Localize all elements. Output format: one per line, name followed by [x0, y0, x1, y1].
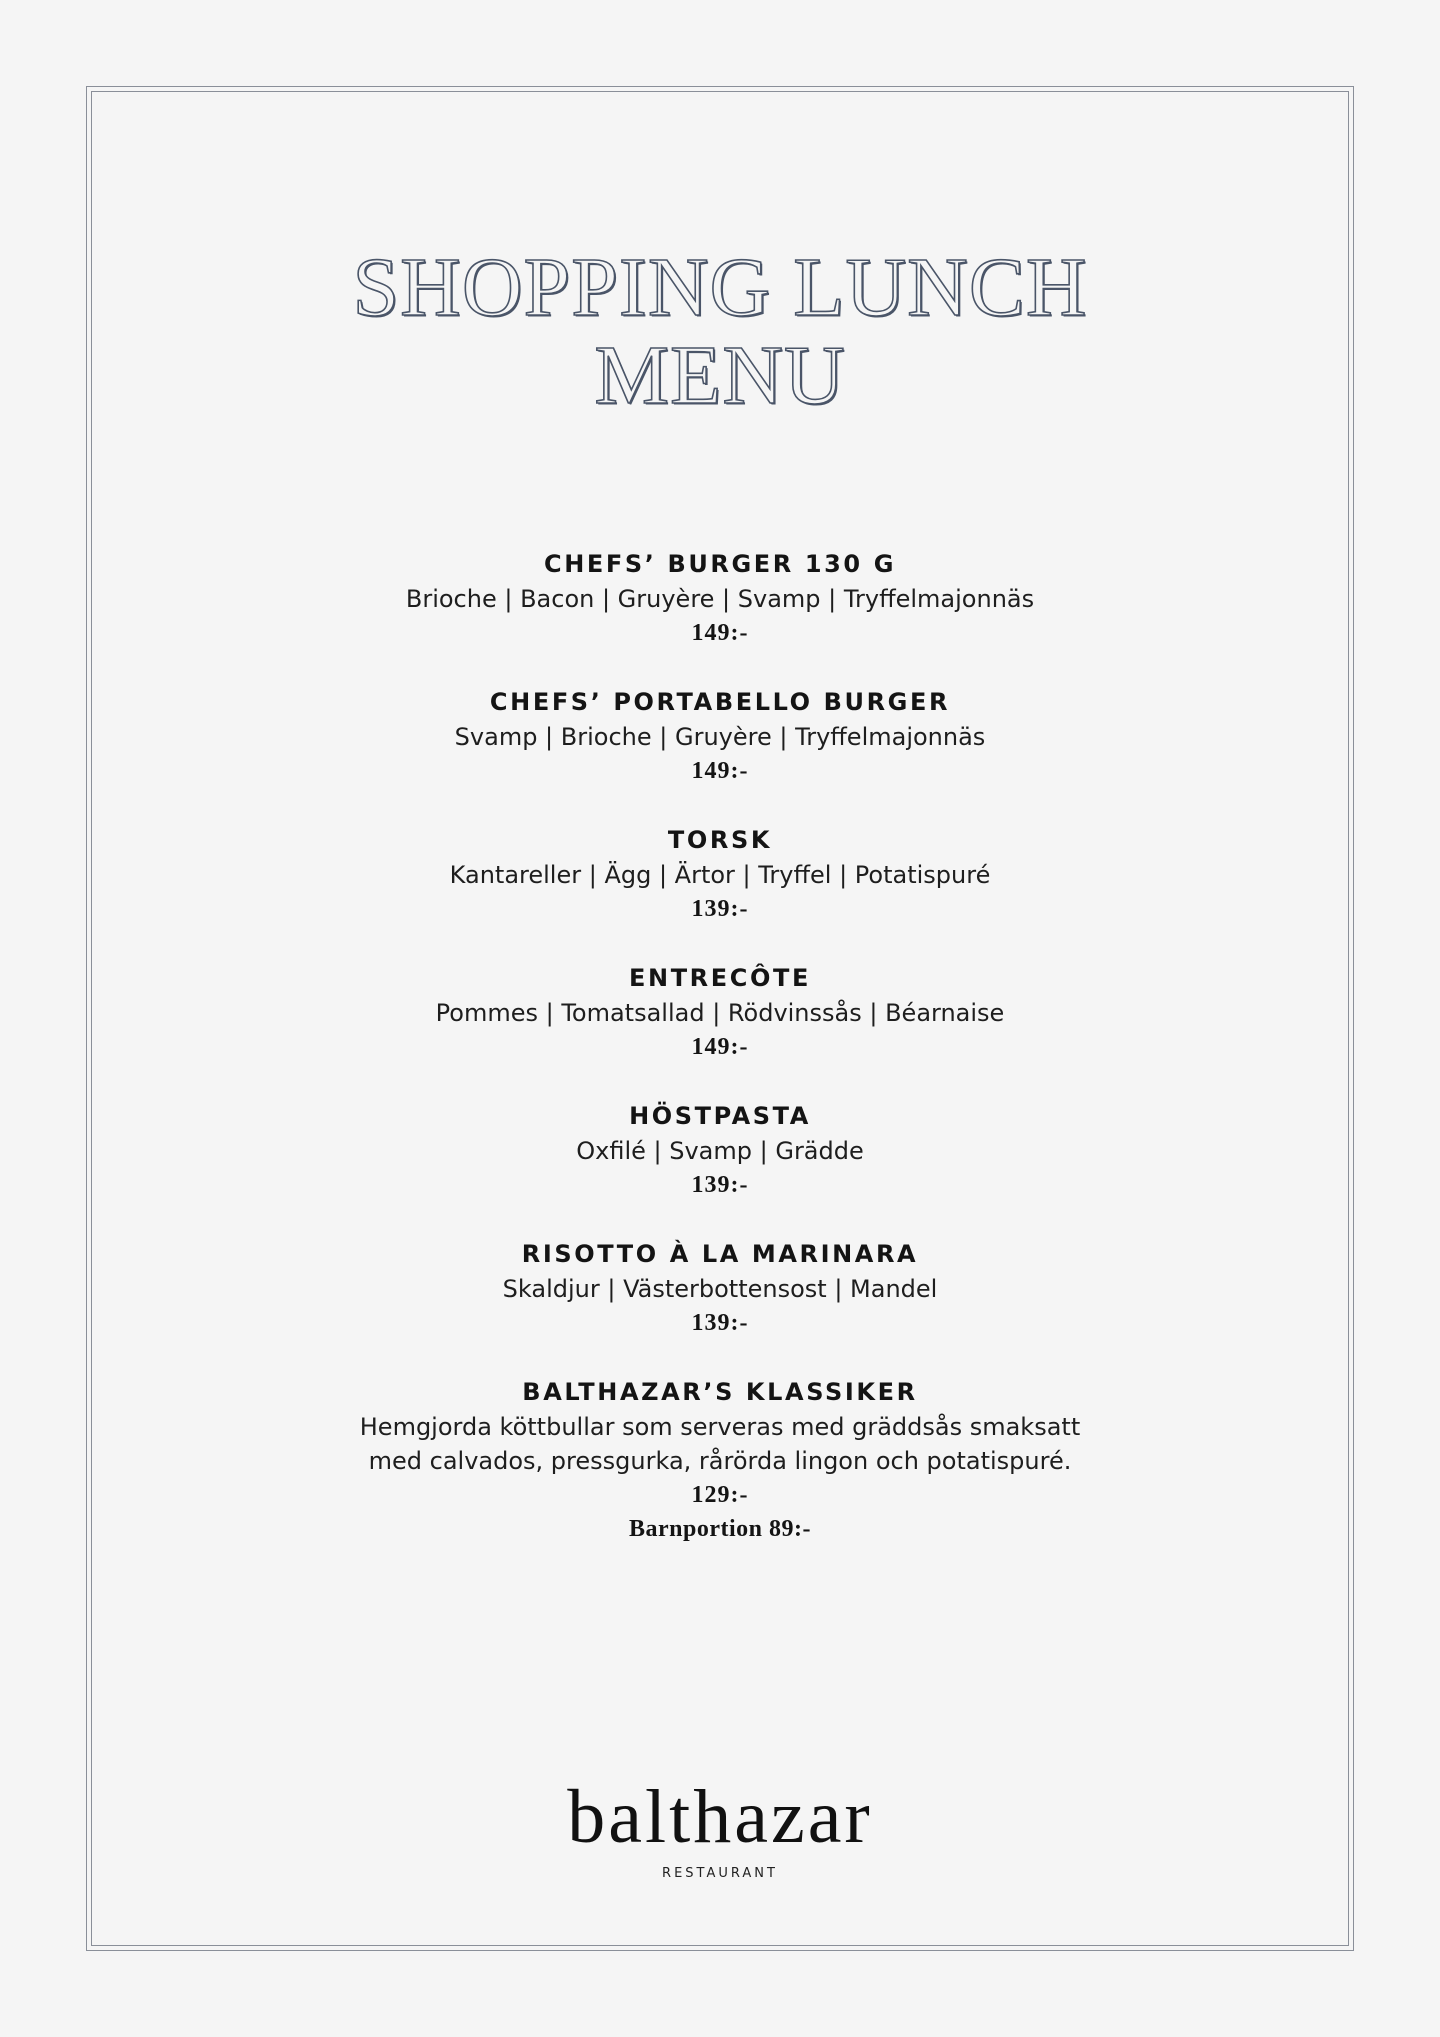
- menu-item-price: 139:-: [691, 896, 749, 922]
- logo-wordmark: balthazar: [567, 1775, 873, 1859]
- menu-item-torsk: [0, 822, 1440, 926]
- menu-item-description: Oxfilé | Svamp | Grädde: [576, 1137, 864, 1165]
- menu-item-description: Hemgjorda köttbullar som serveras med gräddsås smaksatt med calvados, pressgurka, rårörda lingon och potatispuré.: [359, 1413, 1081, 1475]
- menu-title-line-2: MENU: [594, 329, 846, 422]
- menu-item-hostpasta: [0, 1098, 1440, 1202]
- menu-item-price: 149:-: [691, 758, 749, 784]
- menu-item-name: RISOTTO À LA MARINARA: [521, 1240, 919, 1268]
- menu-item-price: 139:-: [691, 1172, 749, 1198]
- menu-item-description: Kantareller | Ägg | Ärtor | Tryffel | Potatispuré: [449, 861, 991, 889]
- menu-items-list: [0, 546, 1440, 1580]
- menu-item-price: 149:-: [691, 620, 749, 646]
- menu-title: [0, 241, 1440, 422]
- logo-subtitle: RESTAURANT: [662, 1866, 778, 1881]
- menu-item-description: Skaldjur | Västerbottensost | Mandel: [502, 1275, 938, 1303]
- menu-item-description: Pommes | Tomatsallad | Rödvinssås | Béarnaise: [435, 999, 1005, 1027]
- menu-item-description: Svamp | Brioche | Gruyère | Tryffelmajonnäs: [454, 723, 986, 751]
- restaurant-logo: [0, 1774, 1440, 1881]
- menu-item-child-portion-price: Barnportion 89:-: [629, 1516, 811, 1542]
- menu-item-name: BALTHAZAR’S KLASSIKER: [522, 1378, 918, 1406]
- menu-item-risotto: [0, 1236, 1440, 1340]
- menu-item-name: ENTRECÔTE: [629, 964, 811, 992]
- menu-item-entrecote: [0, 960, 1440, 1064]
- menu-item-price: 129:-: [691, 1482, 749, 1508]
- menu-title-line-1: SHOPPING LUNCH: [352, 241, 1088, 334]
- menu-item-name: HÖSTPASTA: [629, 1102, 811, 1130]
- menu-item-chefs-burger: [0, 546, 1440, 650]
- menu-item-name: CHEFS’ BURGER 130 G: [544, 550, 896, 578]
- menu-item-name: CHEFS’ PORTABELLO BURGER: [489, 688, 951, 716]
- menu-item-description: Brioche | Bacon | Gruyère | Svamp | Tryffelmajonnäs: [405, 585, 1035, 613]
- menu-item-price: 149:-: [691, 1034, 749, 1060]
- menu-item-balthazars-klassiker: [0, 1374, 1440, 1546]
- menu-item-portabello-burger: [0, 684, 1440, 788]
- menu-item-price: 139:-: [691, 1310, 749, 1336]
- menu-item-name: TORSK: [667, 826, 773, 854]
